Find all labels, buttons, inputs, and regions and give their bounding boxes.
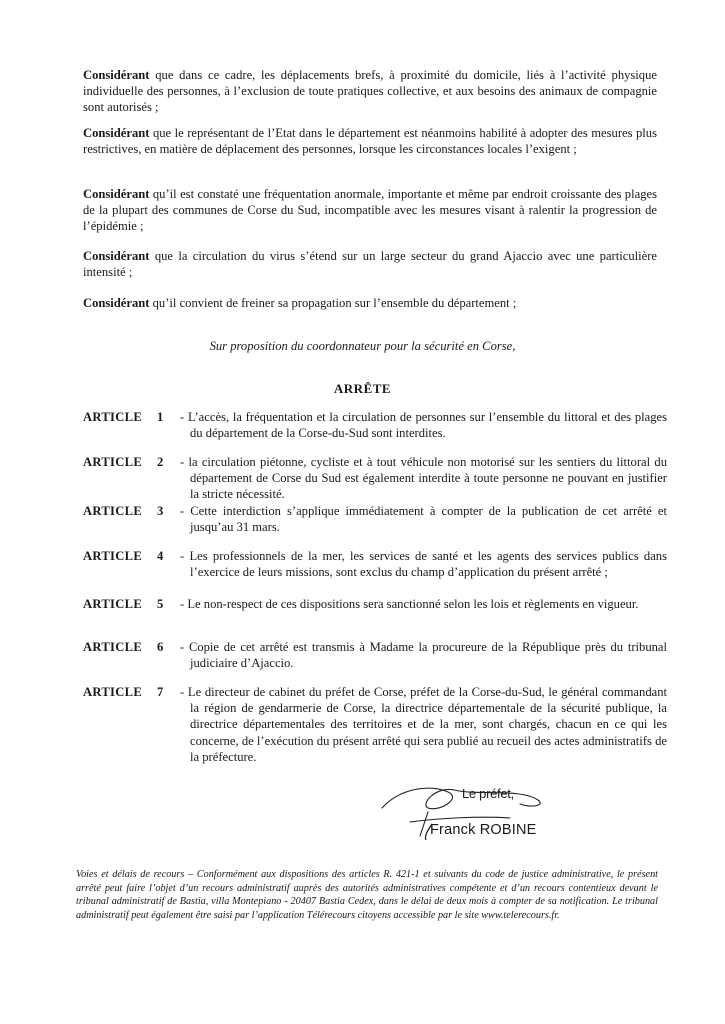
considerant-keyword: Considérant: [83, 187, 150, 201]
considerant-keyword: Considérant: [83, 296, 150, 310]
article-text: - Copie de cet arrêté est transmis à Madame la procureure de la République près du tribunal judiciaire d’Ajaccio.: [180, 639, 667, 671]
article-label: ARTICLE: [83, 410, 143, 424]
considerant-text: que la circulation du virus s’étend sur un large secteur du grand Ajaccio avec une particulière intensité ;: [83, 249, 657, 280]
article-text: - Le directeur de cabinet du préfet de Corse, préfet de la Corse-du-Sud, le général commandant la région de gendarmerie de Corse, la directrice départementale de la sécurité publique, la directrice départementales des territoires et de la mer, sont chargés, chacun en ce qui les concerne, de l’exécution du présent arrêté qui sera publié au recueil des actes administratifs de la préfecture.: [180, 684, 667, 765]
article-label: ARTICLE: [83, 640, 143, 654]
considerant-text: qu’il est constaté une fréquentation anormale, importante et même par endroit croissante des plages de la plupart des communes de Corse du Sud, incompatible avec les mesures visant à ralentir la progression de l’épidémie ;: [83, 187, 657, 234]
article-label: ARTICLE: [83, 504, 143, 518]
considerant-paragraph: [83, 125, 657, 157]
considerant-text: que le représentant de l’Etat dans le département est néanmoins habilité à adopter des mesures plus restrictives, en matière de déplacement des personnes, lorsque les circonstances locales l’exigent ;: [83, 126, 657, 157]
article-label: ARTICLE: [83, 685, 143, 699]
article-label: ARTICLE: [83, 597, 143, 611]
considerant-text: qu’il convient de freiner sa propagation sur l’ensemble du département ;: [149, 296, 517, 310]
article-number: 6: [157, 640, 164, 654]
considerant-paragraph: [83, 67, 657, 116]
considerant-keyword: Considérant: [83, 68, 150, 82]
considerant-paragraph: [83, 295, 657, 311]
article-text: - Cette interdiction s’applique immédiatement à compter de la publication de cet arrêté et jusqu’au 31 mars.: [180, 503, 667, 535]
considerant-paragraph: [83, 248, 657, 280]
article-text: - Le non-respect de ces dispositions sera sanctionné selon les lois et règlements en vigueur.: [180, 596, 667, 612]
considerant-paragraph: [83, 186, 657, 235]
considerant-keyword: Considérant: [83, 249, 150, 263]
article-number: 5: [157, 597, 164, 611]
article-number: 7: [157, 685, 164, 699]
article-number: 1: [157, 410, 164, 424]
arrete-heading: ARRÊTE: [333, 381, 392, 396]
signature-title: Le préfet,: [462, 786, 514, 801]
appeal-notice: Voies et délais de recours – Conformément aux dispositions des articles R. 421-1 et suivants du code de justice administrative, le présent arrêté peut faire l’objet d’un recours administratif auprès des autorités administratives compétente et d’un recours contentieux devant le tribunal administratif de Bastia, villa Montepiano - 20407 Bastia Cedex, dans le délai de deux mois à compter de sa notification. Le tribunal administratif peut également être saisi par l’application Télérecours citoyens accessible par le site www.telerecours.fr.: [76, 869, 658, 921]
considerant-text: que dans ce cadre, les déplacements brefs, à proximité du domicile, liés à l’activité physique individuelle des personnes, à l’exclusion de toute pratiques collective, et aux besoins des animaux de compagnie sont autorisés ;: [83, 68, 657, 115]
considerant-keyword: Considérant: [83, 126, 150, 140]
article-label: ARTICLE: [83, 549, 143, 563]
article-text: - la circulation piétonne, cycliste et à tout véhicule non motorisé sur les sentiers du littoral du département de Corse du Sud est également interdite à toute personne ne pouvant en justifier la stricte nécessité.: [180, 454, 667, 503]
signature-block: [370, 778, 570, 844]
article-number: 2: [157, 455, 164, 469]
signatory-name: Franck ROBINE: [430, 822, 537, 838]
proposal-line: Sur proposition du coordonnateur pour la sécurité en Corse,: [209, 339, 516, 353]
article-number: 4: [157, 549, 164, 563]
article-text: - Les professionnels de la mer, les services de santé et les agents des services publics dans l’exercice de leurs missions, sont exclus du champ d’application du présent arrêté ;: [180, 548, 667, 580]
article-label: ARTICLE: [83, 455, 143, 469]
article-number: 3: [157, 504, 164, 518]
article-text: - L’accès, la fréquentation et la circulation de personnes sur l’ensemble du littoral et des plages du département de la Corse-du-Sud sont interdites.: [180, 409, 667, 441]
